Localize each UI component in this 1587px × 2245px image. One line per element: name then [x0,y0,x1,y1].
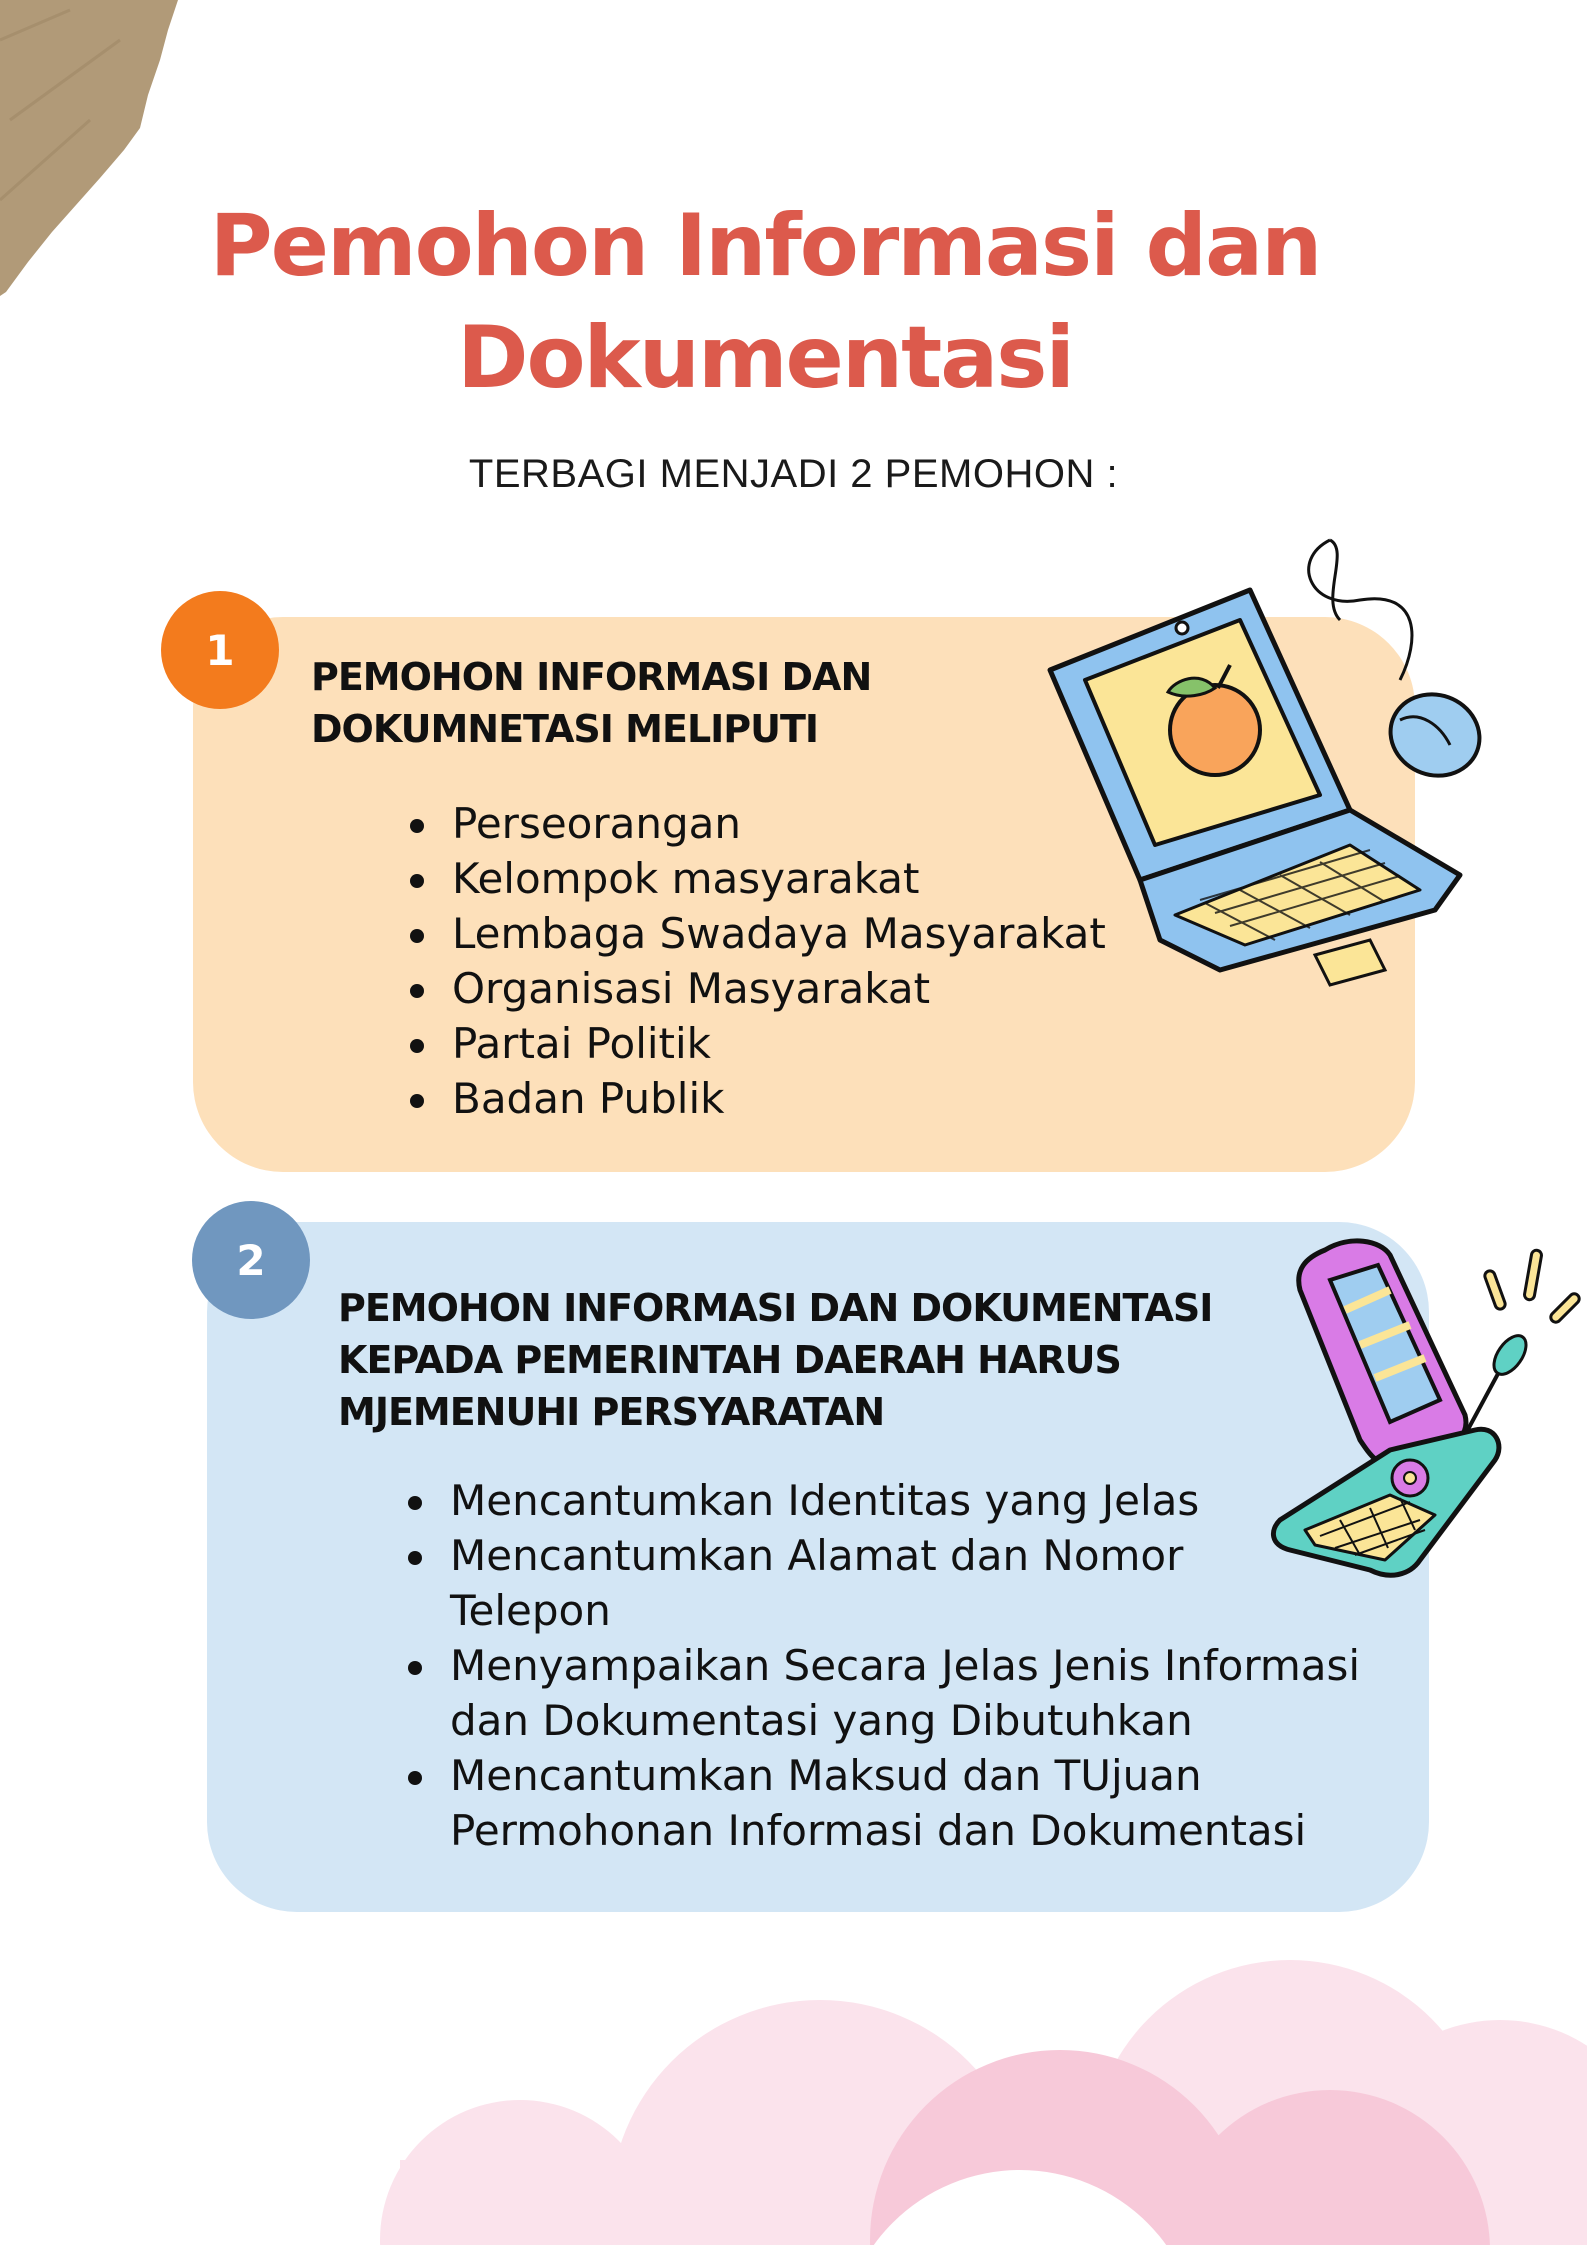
section-2-heading [338,1282,1338,1438]
section-2-heading-line: MJEMENUHI PERSYARATAN [338,1390,885,1434]
cloud-decoration [0,1880,1587,2245]
list-item: Kelompok masyarakat [410,851,1210,906]
page-subtitle: TERBAGI MENJADI 2 PEMOHON : [468,452,1119,496]
section-1-heading-line: PEMOHON INFORMASI DAN [311,655,872,699]
section-2-number-badge: 2 [192,1201,310,1319]
list-item: Organisasi Masyarakat [410,961,1210,1016]
flip-phone-icon [1260,1230,1587,1590]
list-item: Mencantumkan Maksud dan TUjuan Permohonan Informasi dan Dokumentasi [408,1748,1418,1858]
section-2-heading-line: PEMOHON INFORMASI DAN DOKUMENTASI [338,1286,1213,1330]
section-1-number-badge: 1 [161,591,279,709]
list-item: Mencantumkan Identitas yang Jelas [408,1473,1260,1528]
section-1-heading-line: DOKUMNETASI MELIPUTI [311,707,819,751]
laptop-icon [1040,530,1490,990]
page-title [0,190,1530,414]
page-title-line: Pemohon Informasi dan [209,196,1321,296]
list-item: Menyampaikan Secara Jelas Jenis Informasi dan Dokumentasi yang Dibutuhkan [408,1638,1418,1748]
page-title-line: Dokumentasi [457,308,1073,408]
list-item: Badan Publik [410,1071,1210,1126]
list-item: Partai Politik [410,1016,1210,1071]
list-item: Mencantumkan Alamat dan Nomor Telepon [408,1528,1260,1638]
section-2-heading-line: KEPADA PEMERINTAH DAERAH HARUS [338,1338,1121,1382]
list-item: Lembaga Swadaya Masyarakat [410,906,1210,961]
list-item: Perseorangan [410,796,1210,851]
